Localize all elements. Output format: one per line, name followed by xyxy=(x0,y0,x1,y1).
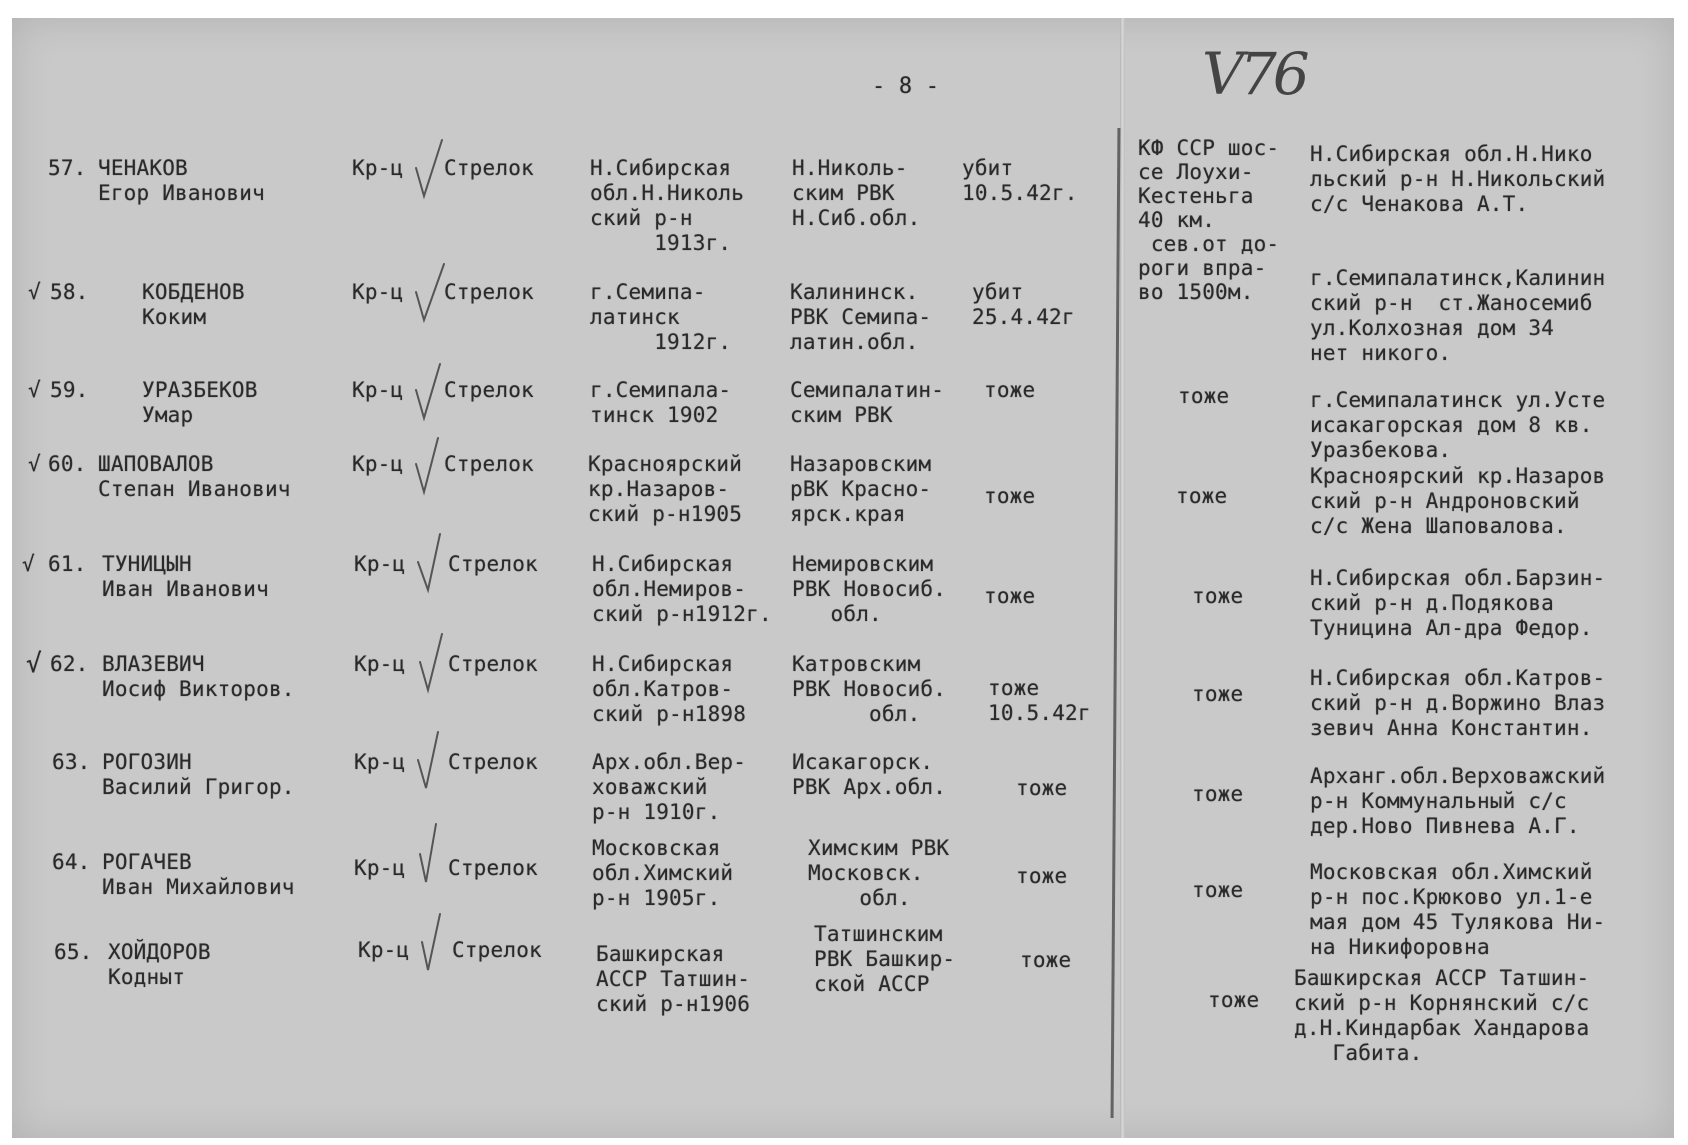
row-kin: Башкирская АССР Татшин- ский р-н Корнянский с/с д.Н.Киндарбак Хандарова Габита. xyxy=(1294,966,1590,1065)
row-number: 57. xyxy=(48,156,87,180)
row-name: ЧЕНАКОВ Егор Иванович xyxy=(98,156,265,205)
row-status: тоже 10.5.42г xyxy=(988,676,1091,725)
row-birth: Московская обл.Химский р-н 1905г. xyxy=(592,836,734,910)
row-number: 60. xyxy=(48,452,87,476)
column-divider-line xyxy=(1111,128,1121,1118)
row-name: ТУНИЦЫН Иван Иванович xyxy=(102,552,269,601)
row-status: тоже xyxy=(984,378,1036,402)
handwritten-mark: V76 xyxy=(1202,40,1306,108)
row-rvk: Химским РВК Московск. обл. xyxy=(808,836,950,910)
row-rank: Кр-ц xyxy=(354,856,406,880)
row-number: 64. xyxy=(52,850,91,874)
row-name: УРАЗБЕКОВ Умар xyxy=(142,378,258,427)
row-rvk: Калининск. РВК Семипа- латин.обл. xyxy=(790,280,932,354)
row-role: Стрелок xyxy=(444,280,534,304)
page-number: - 8 - xyxy=(872,74,940,99)
page-fold xyxy=(1120,18,1125,1138)
document-sheet xyxy=(12,18,1674,1138)
row-rvk: Н.Николь- ским РВК Н.Сиб.обл. xyxy=(792,156,921,230)
row-role: Стрелок xyxy=(444,452,534,476)
row-check: √ xyxy=(28,378,41,402)
row-role: Стрелок xyxy=(452,938,542,962)
row-burial: тоже xyxy=(1208,988,1260,1012)
row-rvk: Исакагорск. РВК Арх.обл. xyxy=(792,750,947,799)
row-status: тоже xyxy=(1020,948,1072,972)
row-rvk: Катровским РВК Новосиб. обл. xyxy=(792,652,947,726)
row-status: убит 10.5.42г. xyxy=(962,156,1078,205)
row-birth: Красноярский кр.Назаров- ский р-н1905 xyxy=(588,452,743,526)
row-check: √ xyxy=(26,649,42,679)
row-birth: Башкирская АССР Татшин- ский р-н1906 xyxy=(596,942,751,1016)
row-status: тоже xyxy=(984,484,1036,508)
row-role: Стрелок xyxy=(444,156,534,180)
row-status: тоже xyxy=(1016,776,1068,800)
row-role: Стрелок xyxy=(444,378,534,402)
row-kin: Арханг.обл.Верховажский р-н Коммунальный с/с дер.Ново Пивнева А.Г. xyxy=(1310,764,1606,838)
row-name: ХОЙДОРОВ Кодныт xyxy=(108,940,211,989)
row-name: КОБДЕНОВ Коким xyxy=(142,280,245,329)
row-burial: тоже xyxy=(1192,878,1244,902)
row-burial: тоже xyxy=(1192,584,1244,608)
row-birth: Н.Сибирская обл.Катров- ский р-н1898 xyxy=(592,652,747,726)
row-rank: Кр-ц xyxy=(352,452,404,476)
burial-place: КФ ССР шос- се Лоухи- Кестеньга 40 км. сев.от до- роги впра- во 1500м. xyxy=(1138,136,1280,304)
row-name: ВЛАЗЕВИЧ Иосиф Викторов. xyxy=(102,652,295,701)
row-check: √ xyxy=(28,452,41,476)
row-kin: г.Семипалатинск,Калинин ский р-н ст.Жаносемиб ул.Колхозная дом 34 нет никого. xyxy=(1310,266,1606,365)
row-number: 65. xyxy=(54,940,93,964)
row-kin: Н.Сибирская обл.Катров- ский р-н д.Воржино Влаз зевич Анна Константин. xyxy=(1310,666,1606,740)
row-name: ШАПОВАЛОВ Степан Иванович xyxy=(98,452,291,501)
row-kin: Красноярский кр.Назаров ский р-н Андроновский с/с Жена Шаповалова. xyxy=(1310,464,1606,538)
row-check: √ xyxy=(28,280,41,304)
row-role: Стрелок xyxy=(448,652,538,676)
row-rvk: Семипалатин- ским РВК xyxy=(790,378,945,427)
row-number: 59. xyxy=(50,378,89,402)
row-check: √ xyxy=(22,552,35,576)
row-rvk: Назаровским рВК Красно- ярск.края xyxy=(790,452,932,526)
row-number: 62. xyxy=(50,652,89,676)
row-birth: Н.Сибирская обл.Н.Николь ский р-н 1913г. xyxy=(590,156,745,255)
row-status: тоже xyxy=(1016,864,1068,888)
row-number: 58. xyxy=(50,280,89,304)
row-rank: Кр-ц xyxy=(354,552,406,576)
row-kin: Московская обл.Химский р-н пос.Крюково ул.1-е мая дом 45 Тулякова Ни- на Никифоровна xyxy=(1310,860,1606,959)
row-name: РОГАЧЕВ Иван Михайлович xyxy=(102,850,295,899)
row-role: Стрелок xyxy=(448,856,538,880)
row-role: Стрелок xyxy=(448,750,538,774)
row-rvk: Татшинским РВК Башкир- ской АССР xyxy=(814,922,956,996)
row-birth: г.Семипала- тинск 1902 xyxy=(590,378,732,427)
row-rvk: Немировским РВК Новосиб. обл. xyxy=(792,552,947,626)
row-burial: тоже xyxy=(1192,682,1244,706)
row-rank: Кр-ц xyxy=(352,156,404,180)
row-role: Стрелок xyxy=(448,552,538,576)
row-burial: тоже xyxy=(1178,384,1230,408)
row-status: убит 25.4.42г xyxy=(972,280,1075,329)
row-number: 61. xyxy=(48,552,87,576)
row-birth: Н.Сибирская обл.Немиров- ский р-н1912г. xyxy=(592,552,772,626)
row-burial: тоже xyxy=(1192,782,1244,806)
row-kin: Н.Сибирская обл.Барзин- ский р-н д.Подякова Туницина Ал-дра Федор. xyxy=(1310,566,1606,640)
row-status: тоже xyxy=(984,584,1036,608)
row-rank: Кр-ц xyxy=(354,750,406,774)
row-rank: Кр-ц xyxy=(352,378,404,402)
row-rank: Кр-ц xyxy=(354,652,406,676)
row-birth: Арх.обл.Вер- ховажский р-н 1910г. xyxy=(592,750,747,824)
row-birth: г.Семипа- латинск 1912г. xyxy=(590,280,732,354)
row-kin: Н.Сибирская обл.Н.Нико льский р-н Н.Никольский с/с Ченакова А.Т. xyxy=(1310,142,1606,216)
row-rank: Кр-ц xyxy=(352,280,404,304)
row-rank: Кр-ц xyxy=(358,938,410,962)
row-number: 63. xyxy=(52,750,91,774)
row-kin: г.Семипалатинск ул.Усте исакагорская дом 8 кв. Уразбекова. xyxy=(1310,388,1606,462)
row-burial: тоже xyxy=(1176,484,1228,508)
row-name: РОГОЗИН Василий Григор. xyxy=(102,750,295,799)
